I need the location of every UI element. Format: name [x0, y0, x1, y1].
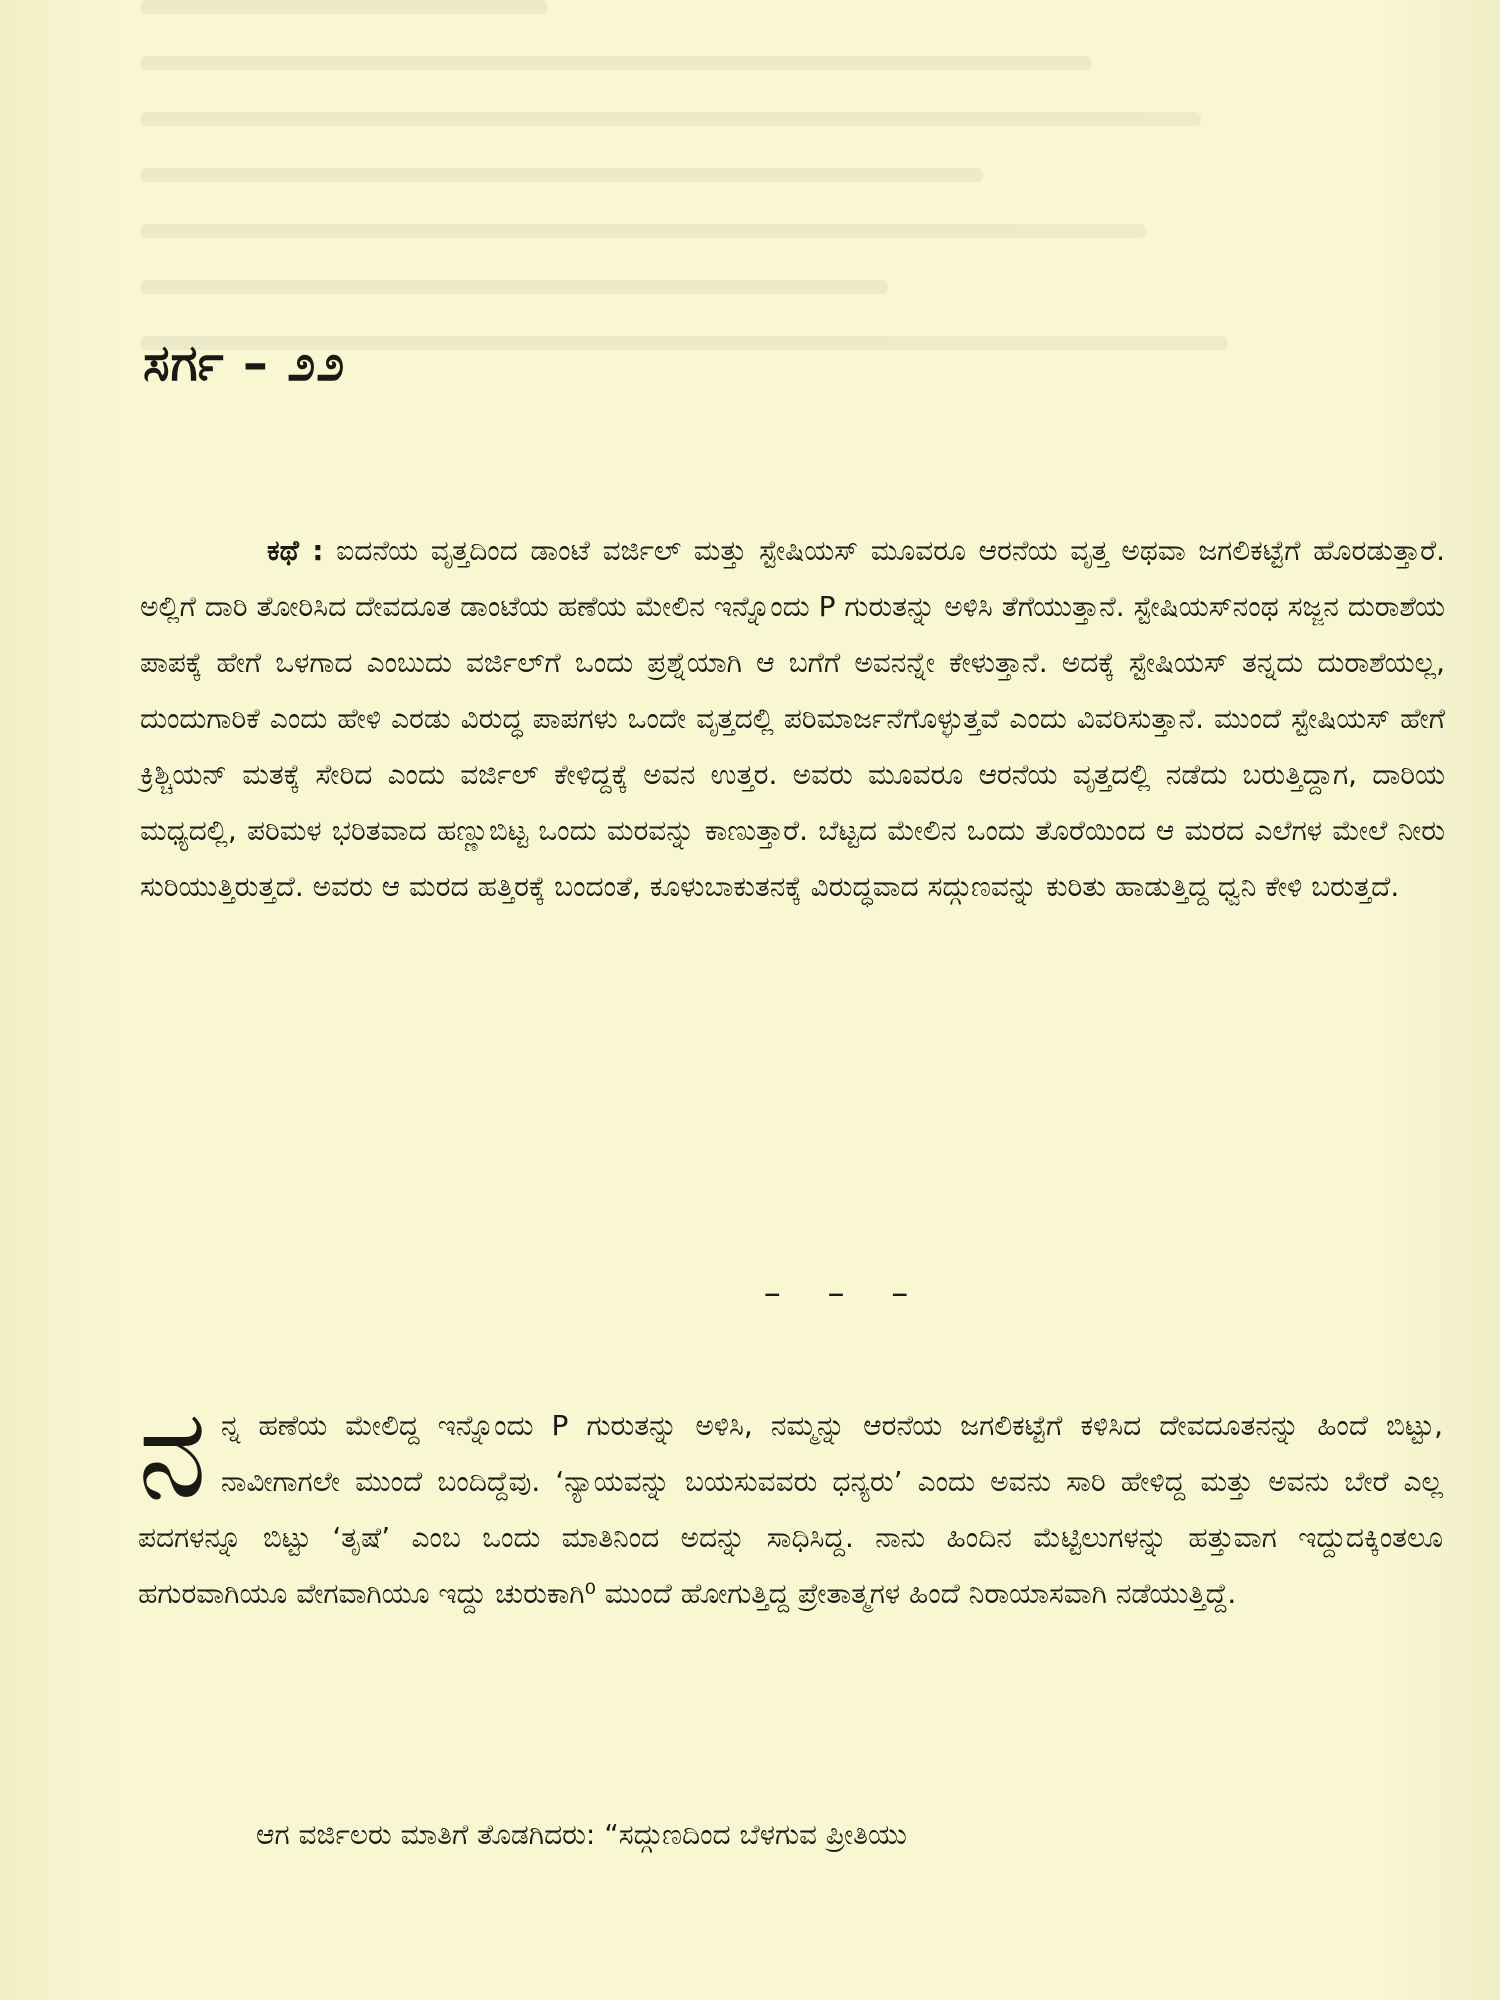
- synopsis-label: ಕಥೆ :: [267, 534, 324, 567]
- synopsis-paragraph: [140, 523, 1445, 915]
- body-paragraph-1-text: ನ್ನ ಹಣೆಯ ಮೇಲಿದ್ದ ಇನ್ನೊಂದು P ಗುರುತನ್ನು ಅಳಿಸಿ, ನಮ್ಮನ್ನು ಆರನೆಯ ಜಗಲಿಕಟ್ಟೆಗೆ ಕಳಿಸಿದ ದೇವದೂತನನ್ನು ಹಿಂದೆ ಬಿಟ್ಟು, ನಾವೀಗಾಗಲೇ ಮುಂದೆ ಬಂದಿದ್ದೆವು. ‘ನ್ಯಾಯವನ್ನು ಬಯಸುವವರು ಧನ್ಯರು’ ಎಂದು ಅವನು ಸಾರಿ ಹೇಳಿದ್ದ ಮತ್ತು ಅವನು ಬೇರೆ ಎಲ್ಲ ಪದಗಳನ್ನೂ ಬಿಟ್ಟು ‘ತೃಷೆ’ ಎಂಬ ಒಂದು ಮಾತಿನಿಂದ ಅದನ್ನು ಸಾಧಿಸಿದ್ದ. ನಾನು ಹಿಂದಿನ ಮೆಟ್ಟಿಲುಗಳನ್ನು ಹತ್ತುವಾಗ ಇದ್ದುದಕ್ಕಿಂತಲೂ ಹಗುರವಾಗಿಯೂ ವೇಗವಾಗಿಯೂ ಇದ್ದು ಚುರುಕಾಗಿ⁰ ಮುಂದೆ ಹೋಗುತ್ತಿದ್ದ ಪ್ರೇತಾತ್ಮಗಳ ಹಿಂದೆ ನಿರಾಯಾಸವಾಗಿ ನಡೆಯುತ್ತಿದ್ದೆ.: [138, 1409, 1443, 1610]
- section-divider: – – –: [763, 1273, 927, 1313]
- drop-cap: ನ: [138, 1382, 207, 1526]
- chapter-title: ಸರ್ಗ – ೨೨: [143, 334, 346, 392]
- body-paragraph-2: ಆಗ ವರ್ಜಿಲರು ಮಾತಿಗೆ ತೊಡಗಿದರು: “ಸದ್ಗುಣದಿಂದ ಬೆಳಗುವ ಪ್ರೀತಿಯು: [256, 1818, 907, 1851]
- synopsis-text: ಐದನೆಯ ವೃತ್ತದಿಂದ ಡಾಂಟೆ ವರ್ಜಿಲ್ ಮತ್ತು ಸ್ಟೇಷಿಯಸ್ ಮೂವರೂ ಆರನೆಯ ವೃತ್ತ ಅಥವಾ ಜಗಲಿಕಟ್ಟೆಗೆ ಹೊರಡುತ್ತಾರೆ. ಅಲ್ಲಿಗೆ ದಾರಿ ತೋರಿಸಿದ ದೇವದೂತ ಡಾಂಟೆಯ ಹಣೆಯ ಮೇಲಿನ ಇನ್ನೊಂದು P ಗುರುತನ್ನು ಅಳಿಸಿ ತೆಗೆಯುತ್ತಾನೆ. ಸ್ಟೇಷಿಯಸ್‌ನಂಥ ಸಜ್ಜನ ದುರಾಶೆಯ ಪಾಪಕ್ಕೆ ಹೇಗೆ ಒಳಗಾದ ಎಂಬುದು ವರ್ಜಿಲ್‌ಗೆ ಒಂದು ಪ್ರಶ್ನೆಯಾಗಿ ಆ ಬಗೆಗೆ ಅವನನ್ನೇ ಕೇಳುತ್ತಾನೆ. ಅದಕ್ಕೆ ಸ್ಟೇಷಿಯಸ್ ತನ್ನದು ದುರಾಶೆಯಲ್ಲ, ದುಂದುಗಾರಿಕೆ ಎಂದು ಹೇಳಿ ಎರಡು ವಿರುದ್ಧ ಪಾಪಗಳು ಒಂದೇ ವೃತ್ತದಲ್ಲಿ ಪರಿಮಾರ್ಜನೆಗೊಳ್ಳುತ್ತವೆ ಎಂದು ವಿವರಿಸುತ್ತಾನೆ. ಮುಂದೆ ಸ್ಟೇಷಿಯಸ್ ಹೇಗೆ ಕ್ರಿಶ್ಚಿಯನ್ ಮತಕ್ಕೆ ಸೇರಿದ ಎಂದು ವರ್ಜಿಲ್ ಕೇಳಿದ್ದಕ್ಕೆ ಅವನ ಉತ್ತರ. ಅವರು ಮೂವರೂ ಆರನೆಯ ವೃತ್ತದಲ್ಲಿ ನಡೆದು ಬರುತ್ತಿದ್ದಾಗ, ದಾರಿಯ ಮಧ್ಯದಲ್ಲಿ, ಪರಿಮಳ ಭರಿತವಾದ ಹಣ್ಣುಬಿಟ್ಟ ಒಂದು ಮರವನ್ನು ಕಾಣುತ್ತಾರೆ. ಬೆಟ್ಟದ ಮೇಲಿನ ಒಂದು ತೊರೆಯಿಂದ ಆ ಮರದ ಎಲೆಗಳ ಮೇಲೆ ನೀರು ಸುರಿಯುತ್ತಿರುತ್ತದೆ. ಅವರು ಆ ಮರದ ಹತ್ತಿರಕ್ಕೆ ಬಂದಂತೆ, ಕೂಳುಬಾಕುತನಕ್ಕೆ ವಿರುದ್ಧವಾದ ಸದ್ಗುಣವನ್ನು ಕುರಿತು ಹಾಡುತ್ತಿದ್ದ ಧ್ವನಿ ಕೇಳಿ ಬರುತ್ತದೆ.: [140, 534, 1445, 903]
- body-paragraph-1: [138, 1382, 1443, 1622]
